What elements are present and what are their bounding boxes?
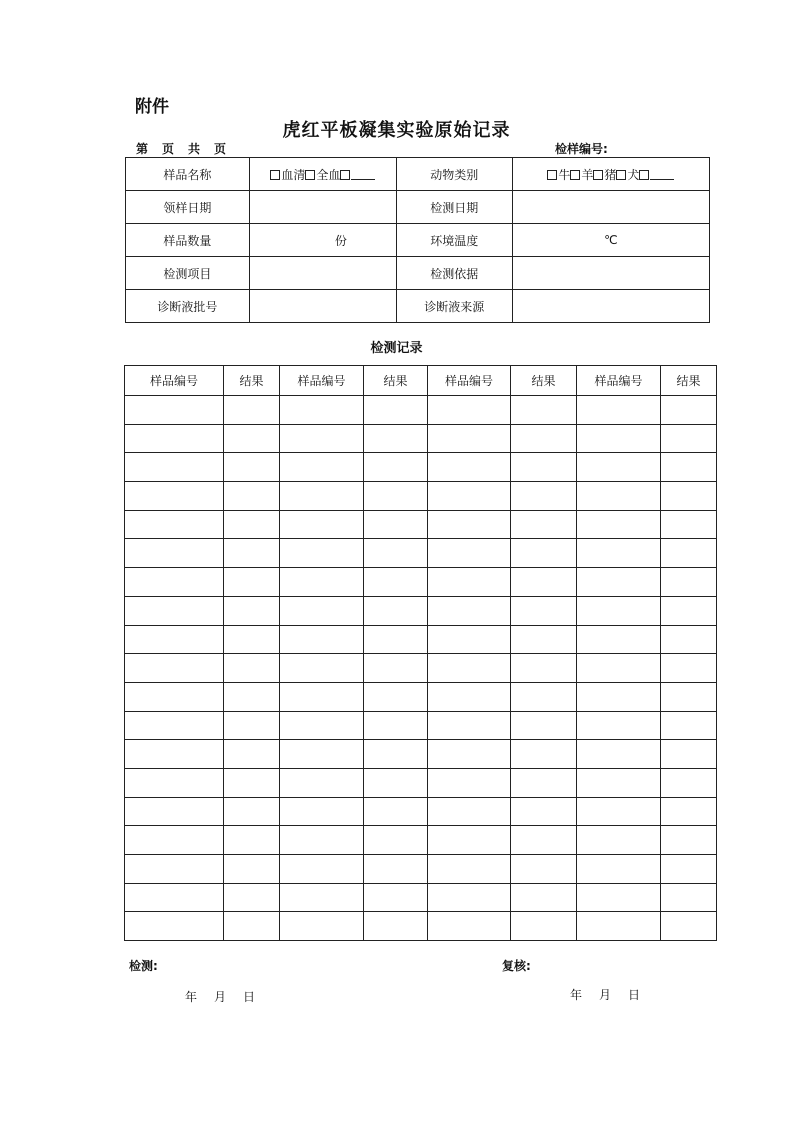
- result-cell[interactable]: [511, 625, 577, 654]
- sample-no-cell[interactable]: [577, 883, 661, 912]
- serum-option-label: 血清: [281, 167, 306, 182]
- sample-no-cell[interactable]: [577, 768, 661, 797]
- record-row: [125, 682, 717, 711]
- result-cell[interactable]: [511, 424, 577, 453]
- animal-type-label: 动物类别: [396, 158, 512, 191]
- sample-no-cell[interactable]: [577, 424, 661, 453]
- sample-no-cell[interactable]: [428, 912, 511, 941]
- reviewer-label: 复核:: [502, 959, 531, 973]
- sample-no-cell[interactable]: [280, 568, 364, 597]
- result-cell[interactable]: [661, 883, 717, 912]
- result-cell[interactable]: [661, 396, 717, 425]
- sample-no-cell[interactable]: [280, 453, 364, 482]
- result-cell[interactable]: [661, 740, 717, 769]
- sample-no-cell[interactable]: [428, 797, 511, 826]
- info-row: [126, 224, 710, 257]
- result-cell[interactable]: [224, 912, 280, 941]
- result-cell[interactable]: [364, 826, 428, 855]
- sample-no-cell[interactable]: [125, 396, 224, 425]
- sample-no-cell[interactable]: [125, 596, 224, 625]
- record-row: [125, 826, 717, 855]
- record-row: [125, 625, 717, 654]
- record-row: [125, 510, 717, 539]
- sample-no-cell[interactable]: [428, 740, 511, 769]
- animal-type-options: [512, 158, 709, 191]
- reagent-source-field[interactable]: [512, 290, 709, 323]
- sample-no-cell[interactable]: [125, 510, 224, 539]
- sample-no-cell[interactable]: [428, 883, 511, 912]
- day-label: 日: [628, 988, 641, 1002]
- record-title: 检测记录: [370, 341, 423, 356]
- month-label: 月: [599, 988, 612, 1002]
- result-cell[interactable]: [661, 797, 717, 826]
- result-cell[interactable]: [661, 453, 717, 482]
- record-header-row: [125, 366, 717, 396]
- info-row: [126, 257, 710, 290]
- sample-no-cell[interactable]: [577, 797, 661, 826]
- record-row: [125, 912, 717, 941]
- result-cell[interactable]: [661, 539, 717, 568]
- result-cell[interactable]: [364, 396, 428, 425]
- temperature-label: 环境温度: [396, 224, 512, 257]
- result-cell[interactable]: [224, 596, 280, 625]
- sample-name-options: [249, 158, 396, 191]
- result-cell[interactable]: [511, 711, 577, 740]
- sample-no-cell[interactable]: [125, 539, 224, 568]
- whole-blood-option-label: 全血: [316, 167, 341, 182]
- total-label: 共: [188, 142, 201, 156]
- sample-no-header: 样品编号: [280, 366, 364, 396]
- record-row: [125, 711, 717, 740]
- result-cell[interactable]: [224, 625, 280, 654]
- sample-no-cell[interactable]: [280, 596, 364, 625]
- sample-no-cell[interactable]: [577, 568, 661, 597]
- sample-no-cell[interactable]: [428, 510, 511, 539]
- sample-no-cell[interactable]: [577, 740, 661, 769]
- sample-no-cell[interactable]: [125, 855, 224, 884]
- result-cell[interactable]: [661, 826, 717, 855]
- sample-no-cell[interactable]: [577, 912, 661, 941]
- sample-no-cell[interactable]: [280, 682, 364, 711]
- sample-no-header: 样品编号: [577, 366, 661, 396]
- sample-no-cell[interactable]: [280, 883, 364, 912]
- sample-no-cell[interactable]: [577, 596, 661, 625]
- result-cell[interactable]: [364, 568, 428, 597]
- temperature-unit: ℃: [604, 233, 618, 247]
- test-basis-label: 检测依据: [396, 257, 512, 290]
- sample-no-cell[interactable]: [428, 482, 511, 511]
- sample-no-cell[interactable]: [577, 510, 661, 539]
- info-row: [126, 290, 710, 323]
- result-cell[interactable]: [661, 510, 717, 539]
- sample-no-cell[interactable]: [577, 539, 661, 568]
- sample-name-label: 样品名称: [126, 158, 250, 191]
- sample-no-cell[interactable]: [428, 596, 511, 625]
- whole-blood-checkbox[interactable]: [305, 170, 315, 180]
- sample-no-cell[interactable]: [280, 711, 364, 740]
- sample-no-header: 样品编号: [428, 366, 511, 396]
- result-cell[interactable]: [224, 883, 280, 912]
- test-record-table: [124, 365, 717, 941]
- sample-no-cell[interactable]: [125, 797, 224, 826]
- sheep-checkbox[interactable]: [570, 170, 580, 180]
- result-header: 结果: [661, 366, 717, 396]
- sample-no-cell[interactable]: [125, 912, 224, 941]
- record-row: [125, 855, 717, 884]
- reagent-batch-label: 诊断液批号: [126, 290, 250, 323]
- sample-no-cell[interactable]: [280, 510, 364, 539]
- sample-no-cell[interactable]: [125, 424, 224, 453]
- result-cell[interactable]: [224, 510, 280, 539]
- sample-no-cell[interactable]: [125, 883, 224, 912]
- pig-checkbox[interactable]: [593, 170, 603, 180]
- sample-no-cell[interactable]: [280, 740, 364, 769]
- sample-no-cell[interactable]: [280, 654, 364, 683]
- receive-date-label: 领样日期: [126, 191, 250, 224]
- result-cell[interactable]: [364, 482, 428, 511]
- result-cell[interactable]: [364, 855, 428, 884]
- other-sample-checkbox[interactable]: [340, 170, 350, 180]
- sample-no-cell[interactable]: [428, 826, 511, 855]
- sample-no-cell[interactable]: [125, 740, 224, 769]
- checker-date: [185, 988, 272, 1005]
- result-cell[interactable]: [511, 768, 577, 797]
- reagent-batch-field[interactable]: [249, 290, 396, 323]
- result-cell[interactable]: [364, 912, 428, 941]
- other-animal-blank[interactable]: [650, 169, 674, 180]
- sample-no-cell[interactable]: [125, 482, 224, 511]
- dog-checkbox[interactable]: [616, 170, 626, 180]
- test-item-label: 检测项目: [126, 257, 250, 290]
- sample-no-cell[interactable]: [577, 654, 661, 683]
- record-row: [125, 453, 717, 482]
- month-label: 月: [214, 990, 227, 1004]
- sample-no-cell[interactable]: [280, 625, 364, 654]
- sample-no-cell[interactable]: [577, 453, 661, 482]
- result-cell[interactable]: [364, 682, 428, 711]
- result-cell[interactable]: [511, 510, 577, 539]
- result-cell[interactable]: [661, 711, 717, 740]
- result-cell[interactable]: [661, 625, 717, 654]
- sample-no-cell[interactable]: [280, 482, 364, 511]
- record-row: [125, 596, 717, 625]
- result-cell[interactable]: [364, 625, 428, 654]
- result-cell[interactable]: [364, 768, 428, 797]
- result-cell[interactable]: [224, 453, 280, 482]
- sample-no-cell[interactable]: [125, 654, 224, 683]
- result-cell[interactable]: [224, 826, 280, 855]
- serum-checkbox[interactable]: [270, 170, 280, 180]
- cattle-option-label: 牛: [558, 167, 571, 182]
- sample-no-cell[interactable]: [577, 625, 661, 654]
- record-row: [125, 768, 717, 797]
- sample-no-cell[interactable]: [280, 424, 364, 453]
- temperature-field[interactable]: [512, 224, 709, 257]
- result-cell[interactable]: [224, 768, 280, 797]
- result-cell[interactable]: [224, 855, 280, 884]
- result-cell[interactable]: [511, 568, 577, 597]
- result-cell[interactable]: [511, 797, 577, 826]
- sample-no-cell[interactable]: [125, 682, 224, 711]
- result-cell[interactable]: [364, 797, 428, 826]
- result-cell[interactable]: [224, 539, 280, 568]
- result-cell[interactable]: [224, 482, 280, 511]
- sample-no-cell[interactable]: [428, 682, 511, 711]
- year-label: 年: [570, 988, 583, 1002]
- result-cell[interactable]: [224, 424, 280, 453]
- result-cell[interactable]: [364, 654, 428, 683]
- sample-no-cell[interactable]: [428, 768, 511, 797]
- cattle-checkbox[interactable]: [547, 170, 557, 180]
- sample-no-cell[interactable]: [125, 568, 224, 597]
- sample-no-cell[interactable]: [280, 539, 364, 568]
- record-row: [125, 424, 717, 453]
- sample-no-cell[interactable]: [280, 912, 364, 941]
- sample-no-cell[interactable]: [125, 453, 224, 482]
- result-cell[interactable]: [511, 740, 577, 769]
- sample-no-cell[interactable]: [125, 711, 224, 740]
- dog-option-label: 犬: [627, 167, 640, 182]
- sample-no-cell[interactable]: [428, 654, 511, 683]
- result-cell[interactable]: [511, 482, 577, 511]
- attachment-label: 附件: [135, 97, 169, 117]
- reviewer-date: [570, 986, 657, 1003]
- page-label: 第: [136, 142, 149, 156]
- reagent-source-label: 诊断液来源: [396, 290, 512, 323]
- result-cell[interactable]: [661, 855, 717, 884]
- result-cell[interactable]: [224, 797, 280, 826]
- sample-no-cell[interactable]: [577, 682, 661, 711]
- quantity-unit: 份: [334, 233, 347, 248]
- record-row: [125, 797, 717, 826]
- checker-label: 检测:: [129, 959, 158, 973]
- result-cell[interactable]: [224, 568, 280, 597]
- test-item-field[interactable]: [249, 257, 396, 290]
- sample-no-cell[interactable]: [428, 568, 511, 597]
- sample-no-cell[interactable]: [428, 711, 511, 740]
- other-animal-checkbox[interactable]: [639, 170, 649, 180]
- result-cell[interactable]: [661, 482, 717, 511]
- sample-no-cell[interactable]: [125, 826, 224, 855]
- record-row: [125, 482, 717, 511]
- result-cell[interactable]: [364, 453, 428, 482]
- page-info: [136, 140, 240, 157]
- sample-no-cell[interactable]: [577, 482, 661, 511]
- result-cell[interactable]: [511, 396, 577, 425]
- page-unit: 页: [162, 142, 175, 156]
- result-cell[interactable]: [511, 682, 577, 711]
- result-cell[interactable]: [224, 654, 280, 683]
- sample-no-cell[interactable]: [125, 625, 224, 654]
- sample-no-cell[interactable]: [428, 424, 511, 453]
- day-label: 日: [243, 990, 256, 1004]
- result-header: 结果: [364, 366, 428, 396]
- result-cell[interactable]: [661, 682, 717, 711]
- test-date-label: 检测日期: [396, 191, 512, 224]
- result-cell[interactable]: [364, 424, 428, 453]
- record-row: [125, 654, 717, 683]
- test-basis-field[interactable]: [512, 257, 709, 290]
- sample-no-cell[interactable]: [577, 396, 661, 425]
- sample-no-cell[interactable]: [280, 826, 364, 855]
- result-header: 结果: [224, 366, 280, 396]
- test-date-field[interactable]: [512, 191, 709, 224]
- result-cell[interactable]: [224, 740, 280, 769]
- result-cell[interactable]: [364, 539, 428, 568]
- sample-quantity-label: 样品数量: [126, 224, 250, 257]
- sample-no-cell[interactable]: [577, 711, 661, 740]
- result-cell[interactable]: [661, 596, 717, 625]
- sample-no-cell[interactable]: [428, 625, 511, 654]
- year-label: 年: [185, 990, 198, 1004]
- info-row: [126, 158, 710, 191]
- result-header: 结果: [511, 366, 577, 396]
- record-row: [125, 740, 717, 769]
- sample-no-cell[interactable]: [428, 396, 511, 425]
- sample-no-cell[interactable]: [125, 768, 224, 797]
- document-title: 虎红平板凝集实验原始记录: [282, 120, 511, 141]
- result-cell[interactable]: [661, 912, 717, 941]
- sample-no-cell[interactable]: [428, 855, 511, 884]
- result-cell[interactable]: [661, 568, 717, 597]
- result-cell[interactable]: [511, 453, 577, 482]
- sample-info-table: [125, 157, 710, 323]
- sheep-option-label: 羊: [581, 167, 594, 182]
- sample-no-cell[interactable]: [577, 826, 661, 855]
- result-cell[interactable]: [364, 883, 428, 912]
- receive-date-field[interactable]: [249, 191, 396, 224]
- result-cell[interactable]: [224, 711, 280, 740]
- record-row: [125, 396, 717, 425]
- result-cell[interactable]: [364, 711, 428, 740]
- result-cell[interactable]: [224, 682, 280, 711]
- result-cell[interactable]: [511, 654, 577, 683]
- record-row: [125, 539, 717, 568]
- result-cell[interactable]: [661, 424, 717, 453]
- info-row: [126, 191, 710, 224]
- result-cell[interactable]: [511, 883, 577, 912]
- result-cell[interactable]: [661, 768, 717, 797]
- sample-quantity-field[interactable]: [249, 224, 396, 257]
- sample-no-cell[interactable]: [280, 768, 364, 797]
- result-cell[interactable]: [364, 596, 428, 625]
- sample-number-label: 检样编号:: [555, 142, 608, 156]
- result-cell[interactable]: [511, 539, 577, 568]
- result-cell[interactable]: [511, 826, 577, 855]
- other-sample-blank[interactable]: [351, 169, 375, 180]
- record-row: [125, 883, 717, 912]
- pig-option-label: 猪: [604, 167, 617, 182]
- sample-no-cell[interactable]: [428, 453, 511, 482]
- sample-no-header: 样品编号: [125, 366, 224, 396]
- total-unit: 页: [214, 142, 227, 156]
- result-cell[interactable]: [661, 654, 717, 683]
- sample-no-cell[interactable]: [280, 855, 364, 884]
- sample-no-cell[interactable]: [577, 855, 661, 884]
- record-row: [125, 568, 717, 597]
- result-cell[interactable]: [511, 596, 577, 625]
- sample-no-cell[interactable]: [428, 539, 511, 568]
- sample-no-cell[interactable]: [280, 396, 364, 425]
- result-cell[interactable]: [364, 740, 428, 769]
- result-cell[interactable]: [364, 510, 428, 539]
- result-cell[interactable]: [511, 855, 577, 884]
- result-cell[interactable]: [511, 912, 577, 941]
- sample-no-cell[interactable]: [280, 797, 364, 826]
- result-cell[interactable]: [224, 396, 280, 425]
